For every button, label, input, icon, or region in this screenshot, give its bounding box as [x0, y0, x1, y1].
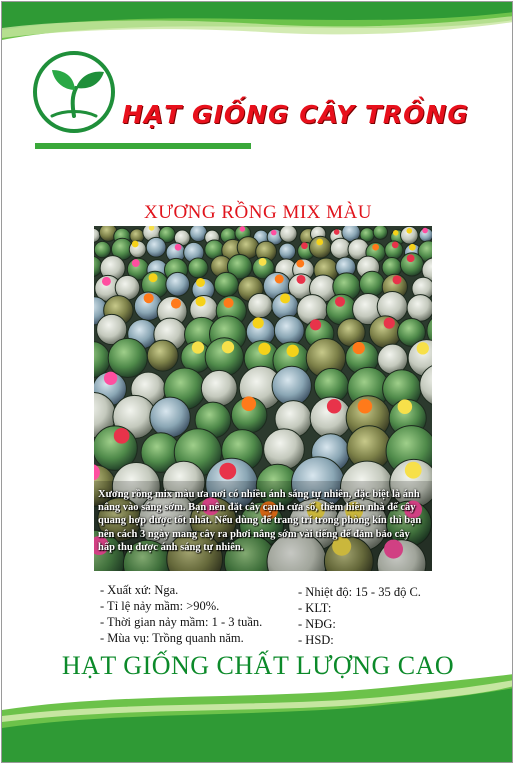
seed-packet: [1, 1, 513, 763]
specs-right: [298, 584, 498, 648]
spec-origin: - Xuất xứ: Nga.: [100, 583, 179, 597]
spec-season: - Mùa vụ: Trồng quanh năm.: [100, 631, 244, 645]
slogan: HẠT GIỐNG CHẤT LƯỢNG CAO: [61, 651, 455, 680]
product-description: Xương rồng mix màu ưa nơi có nhiều ánh sáng tự nhiên, đặc biệt là ánh nắng vào sáng sớm. Bạn nên đặt cây cạnh cửa sổ, thềm hiên nhà để cây quang hợp được tốt nhất. Nếu dùng để trang trí trong phòng kín thì bạn nên cách 3 ngày mang cây ra phơi nắng sớm vài tiếng để đảm bảo cây hấp thụ được ánh sáng tự nhiên.: [98, 489, 422, 553]
brand-underline: [35, 143, 251, 149]
spec-ndg: - NĐG:: [298, 617, 336, 631]
brand-title: HẠT GIỐNG CÂY TRỒNG: [122, 100, 469, 129]
spec-hsd: - HSD:: [298, 633, 334, 647]
bottom-green-wave: [2, 670, 513, 763]
spec-germination-rate: - Tỉ lệ nảy mầm: >90%.: [100, 599, 220, 613]
product-title: XƯƠNG RỒNG MIX MÀU: [144, 202, 372, 223]
specs-left: [100, 582, 300, 646]
sprout-logo-icon: [32, 50, 116, 134]
spec-germination-time: - Thời gian nảy mầm: 1 - 3 tuần.: [100, 615, 263, 629]
spec-temperature: - Nhiệt độ: 15 - 35 độ C.: [298, 585, 421, 599]
spec-klt: - KLT:: [298, 601, 332, 615]
